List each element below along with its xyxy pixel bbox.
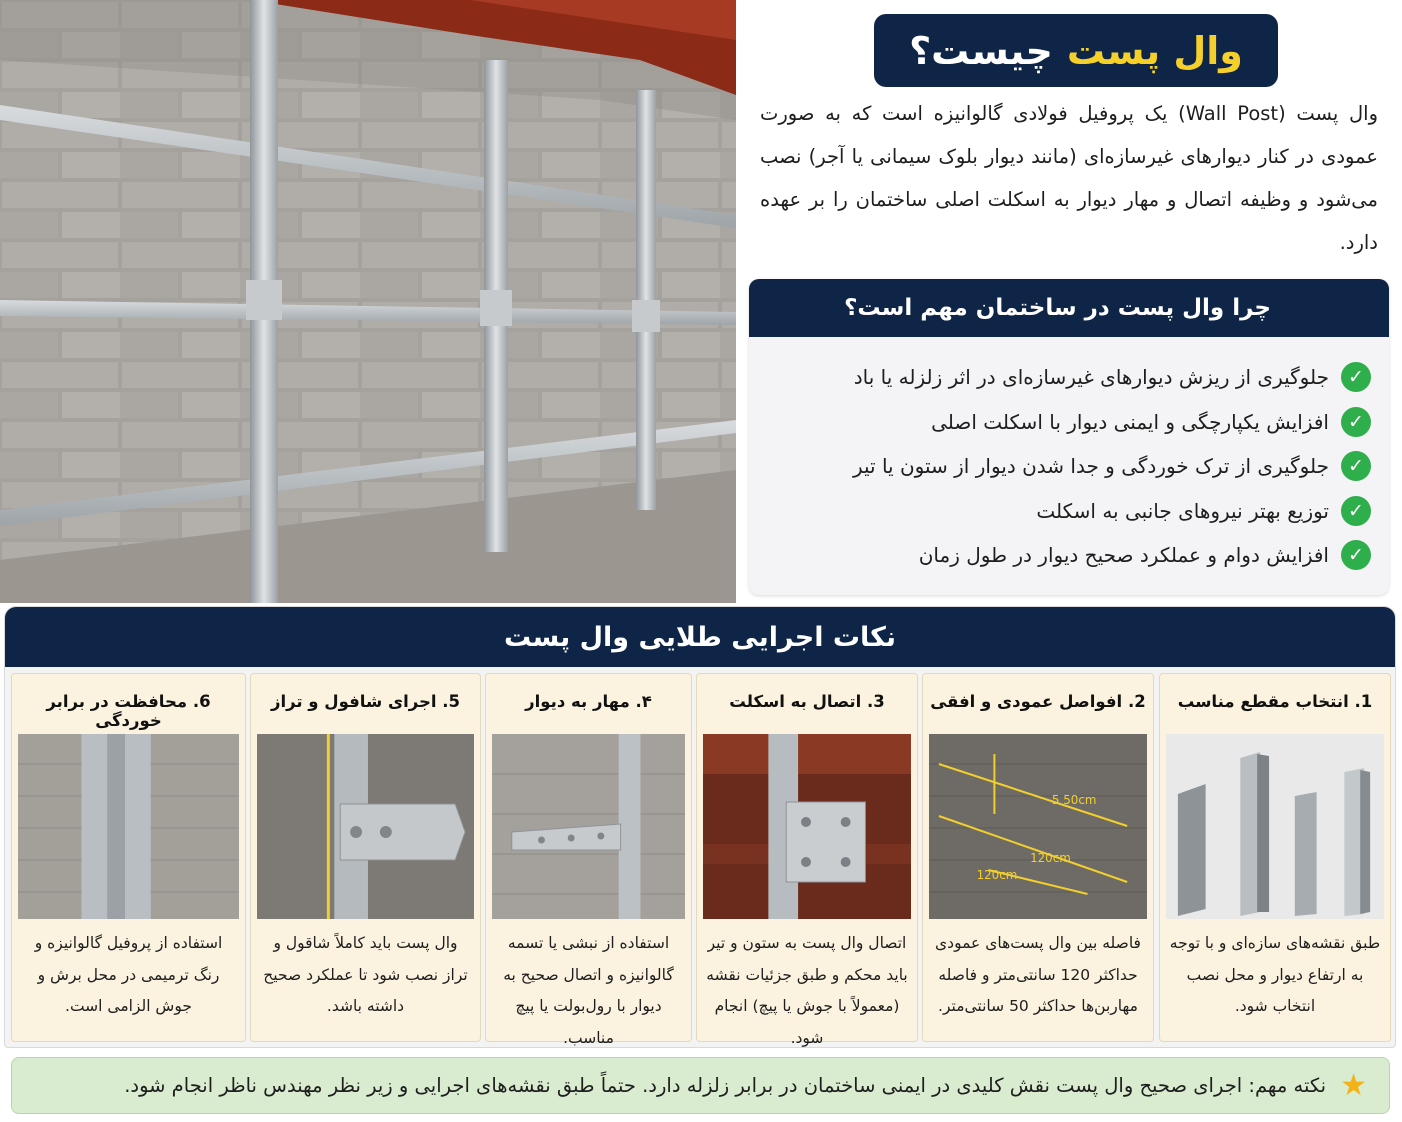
tip-card-title: 1. انتخاب مقطع مناسب — [1177, 692, 1373, 711]
why-list-item — [749, 400, 1371, 445]
tip-card-title: 6. محافظت در برابر خوردگی — [46, 692, 211, 730]
tip-card-plumb-level — [250, 673, 481, 1042]
why-item-text: توزیع بهتر نیروهای جانبی به اسکلت — [1036, 498, 1329, 523]
why-list-item — [749, 444, 1371, 489]
check-icon: ✓ — [1341, 451, 1371, 481]
check-icon: ✓ — [1341, 540, 1371, 570]
important-note-text: نکته مهم: اجرای صحیح وال پست نقش کلیدی در ایمنی ساختمان در برابر زلزله دارد. حتماً طبق نقشه‌های اجرایی و زیر نظر مهندس ناظر انجام شود. — [124, 1074, 1327, 1097]
wall-anchor-image — [492, 734, 685, 919]
hero-photo-wall-posts — [0, 0, 736, 603]
tip-card-frame-connection — [696, 673, 918, 1047]
frame-connection-image — [703, 734, 911, 919]
tip-card-title: 3. اتصال به اسکلت — [729, 692, 885, 711]
tip-card-section-choice — [1159, 673, 1391, 1042]
tip-card-title: ۴. مهار به دیوار — [525, 692, 652, 711]
spacing-label-120-a: 120cm — [1030, 850, 1071, 866]
spacing-diagram-image — [929, 734, 1147, 919]
why-item-text: افزایش یکپارچگی و ایمنی دیوار با اسکلت اصلی — [931, 409, 1329, 434]
tip-card-text: اتصال وال پست به ستون و تیر باید محکم و طبق جزئیات نقشه (معمولاً با جوش یا پیچ) انجام شود. — [706, 934, 908, 1047]
tip-card-text: وال پست باید کاملاً شاقول و تراز نصب شود تا عملکرد صحیح داشته باشد. — [263, 934, 468, 1015]
why-list — [749, 337, 1389, 578]
check-icon: ✓ — [1341, 407, 1371, 437]
why-item-text: افزایش دوام و عملکرد صحیح دیوار در طول زمان — [918, 543, 1329, 568]
check-icon: ✓ — [1341, 496, 1371, 526]
why-item-text: جلوگیری از ترک خوردگی و جدا شدن دیوار از ستون یا تیر — [852, 454, 1329, 479]
corrosion-protection-image — [18, 734, 239, 919]
why-list-item — [749, 355, 1371, 400]
tips-cards — [5, 667, 1395, 1047]
star-icon: ★ — [1340, 1067, 1367, 1103]
why-item-text: جلوگیری از ریزش دیوارهای غیرسازه‌ای در اثر زلزله یا باد — [853, 365, 1329, 390]
why-heading: چرا وال پست در ساختمان مهم است؟ — [749, 279, 1389, 337]
plumb-level-image — [257, 734, 474, 919]
why-list-item — [749, 533, 1371, 578]
intro-paragraph: وال پست (Wall Post) یک پروفیل فولادی گالوانیزه است که به صورت عمودی در کنار دیوارهای غیرسازه‌ای (مانند دیوار بلوک سیمانی یا آجر) نصب می‌شود و وظیفه اتصال و مهار دیوار به اسکلت اصلی ساختمان را بر عهده دارد. — [760, 102, 1378, 254]
tip-card-text: استفاده از نبشی یا تسمه گالوانیزه و اتصال صحیح به دیوار با رول‌بولت یا پیچ مناسب. — [503, 934, 674, 1047]
why-list-item — [749, 489, 1371, 534]
steel-profiles-image — [1166, 734, 1384, 919]
tip-card-title: 2. افواصل عمودی و افقی — [930, 692, 1146, 711]
important-note — [11, 1057, 1390, 1114]
tip-card-text: استفاده از پروفیل گالوانیزه و رنگ ترمیمی در محل برش و جوش الزامی است. — [34, 934, 223, 1015]
tip-card-title: 5. اجرای شافول و تراز — [270, 692, 461, 711]
spacing-label-50: 5 50cm — [1051, 792, 1097, 808]
golden-tips-section — [4, 606, 1396, 1048]
tips-heading: نکات اجرایی طلایی وال پست — [5, 607, 1395, 667]
spacing-label-120-b: 120cm — [976, 867, 1018, 883]
page-title-rest: چیست؟ — [909, 28, 1053, 73]
tip-card-text: فاصله بین وال پست‌های عمودی حداکثر 120 سانتی‌متر و فاصله مهاربن‌ها حداکثر 50 سانتی‌متر. — [935, 934, 1141, 1015]
page-title-accent: وال پست — [1066, 28, 1243, 73]
tip-card-text: طبق نقشه‌های سازه‌ای و با توجه به ارتفاع دیوار و محل نصب انتخاب شود. — [1169, 934, 1381, 1015]
page-title — [874, 14, 1278, 87]
tip-card-spacing — [922, 673, 1154, 1042]
why-important-box — [749, 279, 1389, 595]
check-icon: ✓ — [1341, 362, 1371, 392]
tip-card-corrosion — [11, 673, 246, 1042]
tip-card-wall-anchor — [485, 673, 692, 1047]
